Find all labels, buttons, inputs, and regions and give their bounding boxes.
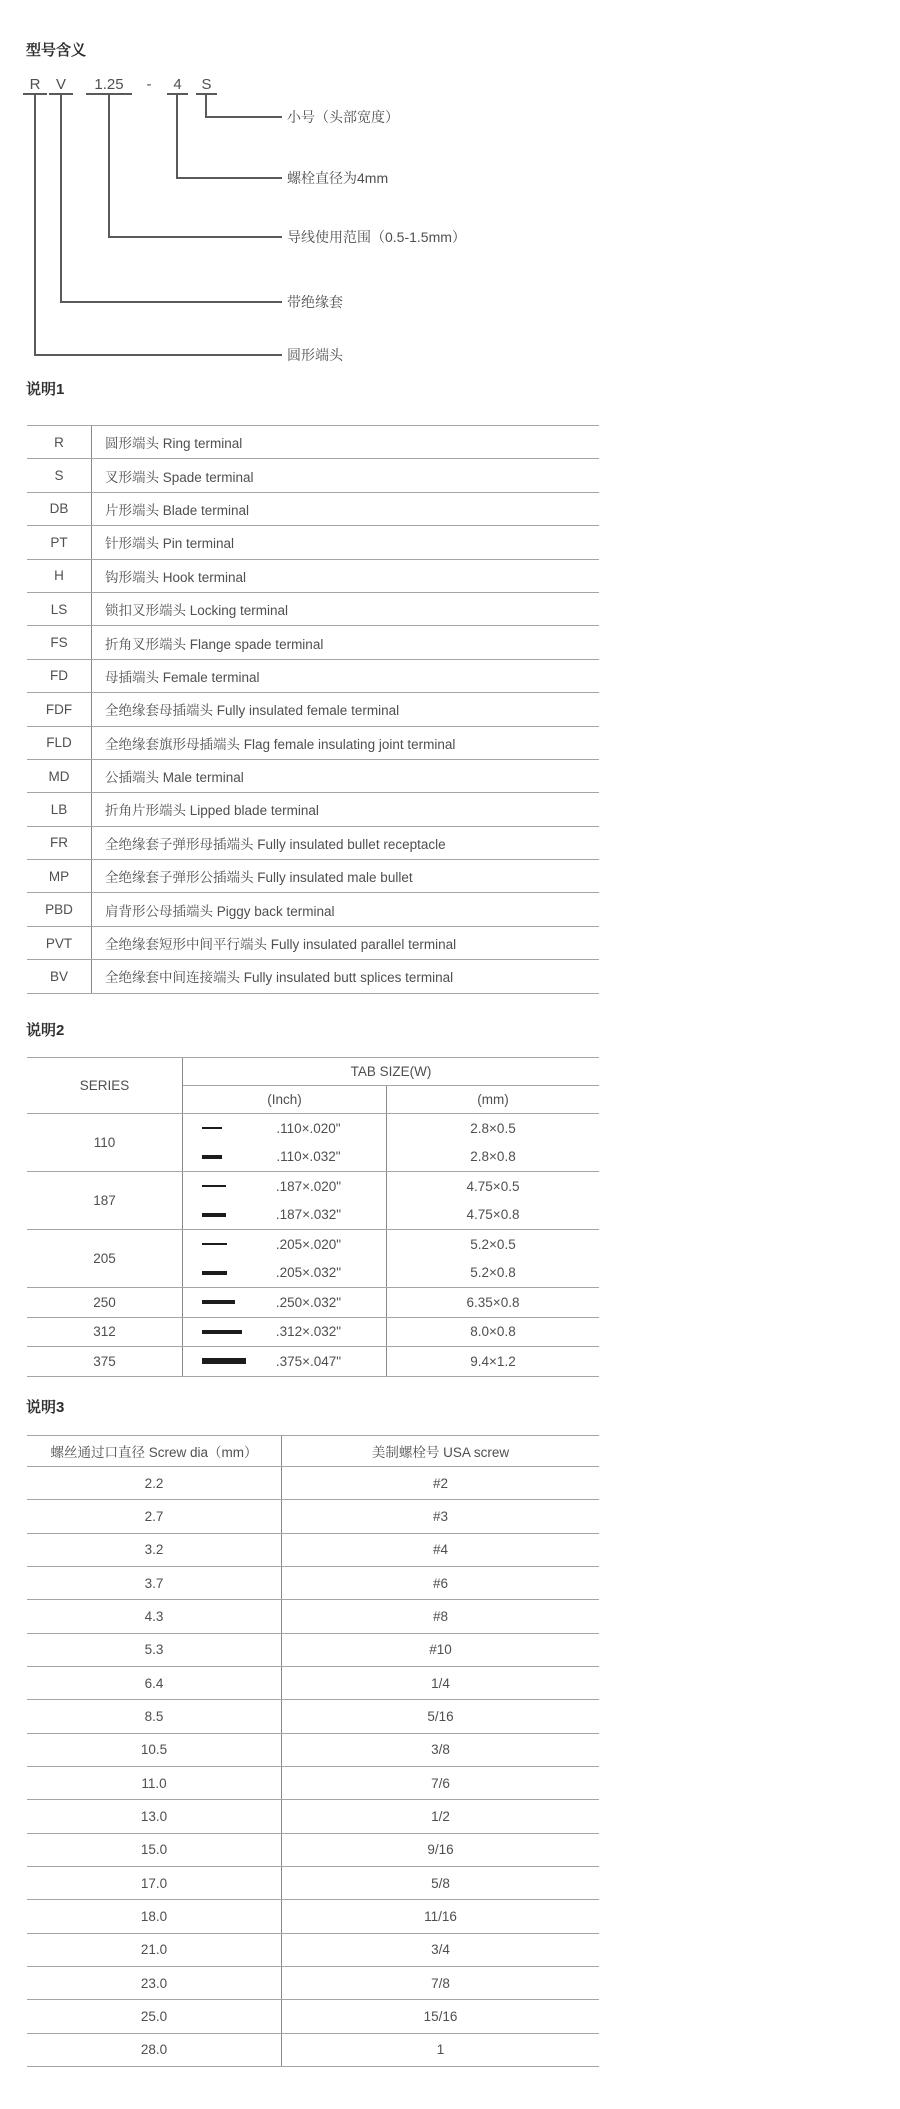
callout-hline-s bbox=[205, 116, 282, 118]
tab-width-bar-icon bbox=[202, 1271, 227, 1275]
table-row bbox=[183, 1172, 599, 1201]
tab-size-table-header bbox=[27, 1058, 599, 1114]
code-cell: S bbox=[27, 459, 92, 491]
diagram-title: 型号含义 bbox=[26, 42, 87, 59]
dia-cell: 11.0 bbox=[27, 1767, 282, 1799]
callout-label-ring: 圆形端头 bbox=[287, 347, 343, 363]
table-row bbox=[183, 1318, 599, 1347]
table-row bbox=[27, 1900, 599, 1933]
table-row bbox=[27, 593, 599, 626]
dia-cell: 3.2 bbox=[27, 1534, 282, 1566]
table-row bbox=[27, 2000, 599, 2033]
section3-title: 说明3 bbox=[26, 1399, 65, 1416]
callout-vline-r bbox=[34, 95, 36, 356]
usa-cell: 5/8 bbox=[431, 1875, 450, 1891]
dia-cell: 5.3 bbox=[27, 1634, 282, 1666]
table-row bbox=[27, 1567, 599, 1600]
table-row bbox=[27, 727, 599, 760]
table-row bbox=[27, 760, 599, 793]
usa-cell: 1 bbox=[436, 2042, 445, 2058]
desc-cell: 全绝缘套旗形母插端头 Flag female insulating joint terminal bbox=[105, 736, 456, 752]
inch-cell bbox=[183, 1172, 387, 1201]
code-cell: R bbox=[27, 426, 92, 458]
code-cell: PT bbox=[27, 526, 92, 558]
code-cell: H bbox=[27, 560, 92, 592]
usa-cell: 9/16 bbox=[427, 1842, 454, 1858]
code-cell: PVT bbox=[27, 927, 92, 959]
code-cell: FS bbox=[27, 626, 92, 658]
mm-cell: 8.0×0.8 bbox=[470, 1324, 516, 1340]
tab-size-header-cell: TAB SIZE(W) bbox=[183, 1058, 599, 1086]
table-row bbox=[27, 459, 599, 492]
series-cell: 110 bbox=[27, 1114, 183, 1171]
callout-label-insulated: 带绝缘套 bbox=[287, 294, 343, 310]
table-row bbox=[27, 1967, 599, 2000]
desc-cell: 全绝缘套母插端头 Fully insulated female terminal bbox=[105, 703, 400, 719]
section2-title: 说明2 bbox=[26, 1022, 65, 1039]
mm-cell: 5.2×0.8 bbox=[470, 1265, 516, 1281]
table-row bbox=[27, 860, 599, 893]
table-row bbox=[27, 2034, 599, 2067]
desc-cell: 公插端头 Male terminal bbox=[105, 770, 244, 786]
usa-cell: 3/4 bbox=[431, 1942, 450, 1958]
usa-cell: #4 bbox=[432, 1542, 449, 1558]
usa-cell: 5/16 bbox=[427, 1708, 454, 1724]
screw-dia-header-cell: 螺丝通过口直径 Screw dia（mm） bbox=[27, 1436, 282, 1466]
table-row bbox=[183, 1114, 599, 1143]
table-row bbox=[183, 1230, 599, 1259]
desc-cell: 折角叉形端头 Flange spade terminal bbox=[105, 636, 324, 652]
usa-cell: 11/16 bbox=[424, 1908, 457, 1924]
table-row bbox=[27, 1734, 599, 1767]
mm-cell: 4.75×0.5 bbox=[466, 1178, 520, 1194]
table-row bbox=[27, 960, 599, 993]
table-row bbox=[27, 426, 599, 459]
inch-cell bbox=[183, 1318, 387, 1347]
code-cell: FLD bbox=[27, 727, 92, 759]
table-row bbox=[27, 493, 599, 526]
code-cell: PBD bbox=[27, 893, 92, 925]
dia-cell: 18.0 bbox=[27, 1900, 282, 1932]
table-row bbox=[27, 1467, 599, 1500]
table-row bbox=[27, 660, 599, 693]
usa-cell: 3/8 bbox=[431, 1742, 450, 1758]
desc-cell: 母插端头 Female terminal bbox=[105, 669, 260, 685]
table-row bbox=[27, 1700, 599, 1733]
tab-width-bar-icon bbox=[202, 1358, 246, 1364]
series-cell: 187 bbox=[27, 1172, 183, 1229]
table-row bbox=[27, 1834, 599, 1867]
series-cell: 375 bbox=[27, 1347, 183, 1376]
inch-value: .375×.047" bbox=[275, 1353, 342, 1369]
inch-cell bbox=[183, 1201, 387, 1230]
series-cell: 250 bbox=[27, 1288, 183, 1317]
callout-hline-v bbox=[60, 301, 282, 303]
model-code-part-v: V bbox=[49, 73, 73, 95]
inch-value: .110×.020" bbox=[276, 1120, 341, 1136]
callout-label-bolt: 螺栓直径为4mm bbox=[287, 170, 389, 186]
usa-cell: 7/6 bbox=[431, 1775, 450, 1791]
inch-value: .187×.032" bbox=[275, 1207, 342, 1223]
callout-label-size: 小号（头部宽度） bbox=[287, 109, 399, 125]
terminal-code-table bbox=[27, 425, 599, 994]
table-row bbox=[27, 693, 599, 726]
inch-cell bbox=[183, 1114, 387, 1143]
code-cell: MP bbox=[27, 860, 92, 892]
inch-cell bbox=[183, 1288, 387, 1317]
table-row bbox=[27, 1767, 599, 1800]
usa-cell: 1/4 bbox=[431, 1675, 450, 1691]
code-cell: LB bbox=[27, 793, 92, 825]
table-row bbox=[27, 626, 599, 659]
dia-cell: 21.0 bbox=[27, 1934, 282, 1966]
table-row bbox=[27, 1800, 599, 1833]
series-group-375 bbox=[27, 1347, 599, 1377]
code-cell: LS bbox=[27, 593, 92, 625]
desc-cell: 圆形端头 Ring terminal bbox=[105, 436, 243, 452]
dia-cell: 4.3 bbox=[27, 1600, 282, 1632]
inch-value: .312×.032" bbox=[275, 1324, 342, 1340]
callout-hline-125 bbox=[108, 236, 282, 238]
table-row bbox=[27, 827, 599, 860]
table-row bbox=[183, 1201, 599, 1230]
callout-vline-125 bbox=[108, 95, 110, 238]
inch-cell bbox=[183, 1143, 387, 1172]
model-code-part-r: R bbox=[23, 73, 47, 95]
desc-cell: 钩形端头 Hook terminal bbox=[105, 569, 247, 585]
code-cell: MD bbox=[27, 760, 92, 792]
dia-cell: 2.2 bbox=[27, 1467, 282, 1499]
dia-cell: 8.5 bbox=[27, 1700, 282, 1732]
desc-cell: 全绝缘套中间连接端头 Fully insulated butt splices terminal bbox=[105, 970, 454, 986]
table-row bbox=[27, 1534, 599, 1567]
model-code-part-4: 4 bbox=[167, 73, 188, 95]
callout-vline-v bbox=[60, 95, 62, 303]
model-code-separator: - bbox=[146, 76, 152, 93]
table-row bbox=[183, 1347, 599, 1376]
desc-cell: 折角片形端头 Lipped blade terminal bbox=[105, 803, 319, 819]
inch-cell bbox=[183, 1347, 387, 1376]
desc-cell: 肩背形公母插端头 Piggy back terminal bbox=[105, 903, 335, 919]
dia-cell: 25.0 bbox=[27, 2000, 282, 2032]
usa-cell: #3 bbox=[432, 1508, 449, 1524]
series-header-cell: SERIES bbox=[27, 1058, 183, 1113]
series-group-250 bbox=[27, 1288, 599, 1318]
table-row bbox=[27, 560, 599, 593]
table-row bbox=[27, 1934, 599, 1967]
callout-hline-r bbox=[34, 354, 282, 356]
usa-cell: #6 bbox=[432, 1575, 449, 1591]
inch-value: .205×.020" bbox=[275, 1236, 342, 1252]
callout-hline-4 bbox=[176, 177, 282, 179]
inch-value: .110×.032" bbox=[276, 1149, 341, 1165]
table-row bbox=[183, 1143, 599, 1172]
desc-cell: 全绝缘套短形中间平行端头 Fully insulated parallel terminal bbox=[105, 937, 457, 953]
usa-cell: 1/2 bbox=[431, 1808, 450, 1824]
code-cell: DB bbox=[27, 493, 92, 525]
tab-width-bar-icon bbox=[202, 1243, 227, 1245]
desc-cell: 针形端头 Pin terminal bbox=[105, 536, 235, 552]
inch-value: .250×.032" bbox=[275, 1294, 342, 1310]
table-row bbox=[27, 1634, 599, 1667]
code-cell: FD bbox=[27, 660, 92, 692]
callout-vline-s bbox=[205, 95, 207, 118]
desc-cell: 全绝缘套子弹形母插端头 Fully insulated bullet receptacle bbox=[105, 836, 446, 852]
inch-cell bbox=[183, 1230, 387, 1259]
dia-cell: 28.0 bbox=[27, 2034, 282, 2066]
inch-value: .205×.032" bbox=[275, 1265, 342, 1281]
dia-cell: 6.4 bbox=[27, 1667, 282, 1699]
dia-cell: 3.7 bbox=[27, 1567, 282, 1599]
tab-size-table bbox=[27, 1057, 599, 1377]
inch-value: .187×.020" bbox=[275, 1178, 342, 1194]
table-row bbox=[27, 526, 599, 559]
tab-width-bar-icon bbox=[202, 1155, 222, 1159]
dia-cell: 13.0 bbox=[27, 1800, 282, 1832]
table-row bbox=[183, 1259, 599, 1288]
tab-width-bar-icon bbox=[202, 1185, 226, 1187]
series-group-187 bbox=[27, 1172, 599, 1230]
callout-label-wire-range: 导线使用范围（0.5-1.5mm） bbox=[287, 229, 466, 245]
model-code-part-125: 1.25 bbox=[86, 73, 132, 95]
tab-width-bar-icon bbox=[202, 1127, 222, 1129]
series-group-110 bbox=[27, 1114, 599, 1172]
mm-header-cell: (mm) bbox=[477, 1092, 509, 1107]
usa-cell: 15/16 bbox=[423, 2008, 458, 2024]
usa-cell: 7/8 bbox=[431, 1975, 450, 1991]
tab-width-bar-icon bbox=[202, 1213, 226, 1217]
series-group-205 bbox=[27, 1230, 599, 1288]
series-cell: 205 bbox=[27, 1230, 183, 1287]
table-row bbox=[27, 893, 599, 926]
usa-cell: #10 bbox=[429, 1642, 452, 1658]
screw-table-header bbox=[27, 1436, 599, 1467]
model-code-part-s: S bbox=[196, 73, 217, 95]
table-row bbox=[27, 1667, 599, 1700]
mm-cell: 2.8×0.5 bbox=[470, 1120, 516, 1136]
tab-width-bar-icon bbox=[202, 1330, 242, 1334]
mm-cell: 4.75×0.8 bbox=[466, 1207, 520, 1223]
desc-cell: 锁扣叉形端头 Locking terminal bbox=[105, 603, 289, 619]
table-row bbox=[27, 793, 599, 826]
table-row bbox=[27, 1600, 599, 1633]
desc-cell: 叉形端头 Spade terminal bbox=[105, 469, 254, 485]
inch-cell bbox=[183, 1259, 387, 1288]
tab-width-bar-icon bbox=[202, 1300, 235, 1304]
code-cell: FR bbox=[27, 827, 92, 859]
series-group-312 bbox=[27, 1318, 599, 1348]
mm-cell: 2.8×0.8 bbox=[470, 1149, 516, 1165]
code-cell: BV bbox=[27, 960, 92, 992]
dia-cell: 23.0 bbox=[27, 1967, 282, 1999]
usa-screw-header-cell: 美制螺栓号 USA screw bbox=[371, 1445, 510, 1460]
table-row bbox=[27, 1500, 599, 1533]
desc-cell: 片形端头 Blade terminal bbox=[105, 502, 250, 518]
table-row bbox=[27, 1867, 599, 1900]
table-row bbox=[27, 927, 599, 960]
screw-size-table bbox=[27, 1435, 599, 2067]
table-row bbox=[183, 1288, 599, 1317]
code-cell: FDF bbox=[27, 693, 92, 725]
usa-cell: #8 bbox=[432, 1608, 449, 1624]
dia-cell: 10.5 bbox=[27, 1734, 282, 1766]
mm-cell: 6.35×0.8 bbox=[466, 1294, 520, 1310]
section1-title: 说明1 bbox=[26, 381, 65, 398]
series-cell: 312 bbox=[27, 1318, 183, 1347]
callout-vline-4 bbox=[176, 95, 178, 179]
dia-cell: 2.7 bbox=[27, 1500, 282, 1532]
mm-cell: 5.2×0.5 bbox=[470, 1236, 516, 1252]
inch-header-cell: (Inch) bbox=[183, 1086, 387, 1113]
desc-cell: 全绝缘套子弹形公插端头 Fully insulated male bullet bbox=[105, 870, 413, 886]
usa-cell: #2 bbox=[432, 1475, 449, 1491]
mm-cell: 9.4×1.2 bbox=[470, 1353, 516, 1369]
dia-cell: 15.0 bbox=[27, 1834, 282, 1866]
dia-cell: 17.0 bbox=[27, 1867, 282, 1899]
